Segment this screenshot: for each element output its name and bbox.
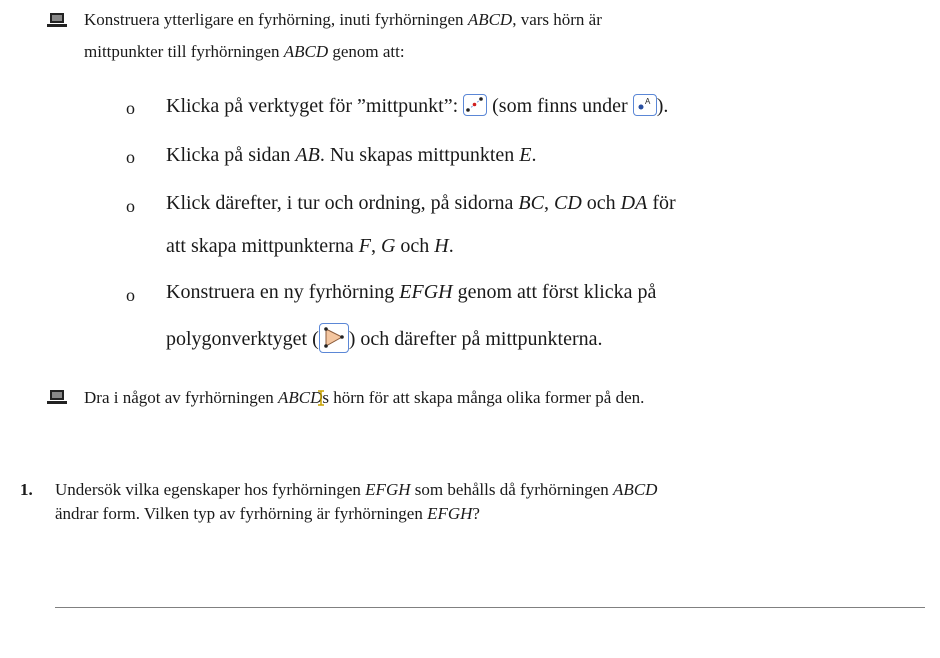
step2-line: Dra i något av fyrhörningen ABCDs hörn för att skapa många olika former på den. — [84, 388, 645, 407]
question-line2: ändrar form. Vilken typ av fyrhörning är fyrhörningen EFGH? — [55, 504, 480, 523]
sub-item-click-sides-cont: att skapa mittpunkterna F, G och H. — [166, 235, 454, 257]
sub-item-construct-efgh: Konstruera en ny fyrhörning EFGH genom att först klicka på — [166, 281, 657, 303]
sub-bullet-1: o — [126, 98, 135, 118]
sub-bullet-4: o — [126, 285, 135, 305]
point-tool-icon[interactable] — [633, 94, 657, 116]
answer-line[interactable] — [55, 607, 925, 608]
laptop-icon — [47, 389, 67, 405]
midpoint-tool-icon[interactable] — [463, 94, 487, 116]
sub-bullet-3: o — [126, 196, 135, 216]
question-line1: Undersök vilka egenskaper hos fyrhörningen EFGH som behålls då fyrhörningen ABCD — [55, 480, 658, 499]
sub-item-polygon-tool: polygonverktyget ( ) och därefter på mittpunkterna. — [166, 323, 603, 353]
sub-bullet-2: o — [126, 147, 135, 167]
text-cursor-icon — [317, 390, 325, 406]
sub-item-click-ab: Klicka på sidan AB. Nu skapas mittpunkten E. — [166, 144, 537, 166]
laptop-icon — [47, 12, 67, 28]
svg-text:A: A — [644, 97, 651, 106]
sub-item-click-sides: Klick därefter, i tur och ordning, på sidorna BC, CD och DA för — [166, 192, 676, 214]
question-number: 1. — [20, 480, 33, 499]
polygon-tool-icon[interactable] — [319, 323, 349, 353]
sub-item-midpoint: Klicka på verktyget för ”mittpunkt”: (som finns under A ). — [166, 95, 669, 117]
step1-line1: Konstruera ytterligare en fyrhörning, inuti fyrhörningen ABCD, vars hörn är — [84, 10, 602, 29]
step1-line2: mittpunkter till fyrhörningen ABCD genom att: — [84, 42, 405, 61]
